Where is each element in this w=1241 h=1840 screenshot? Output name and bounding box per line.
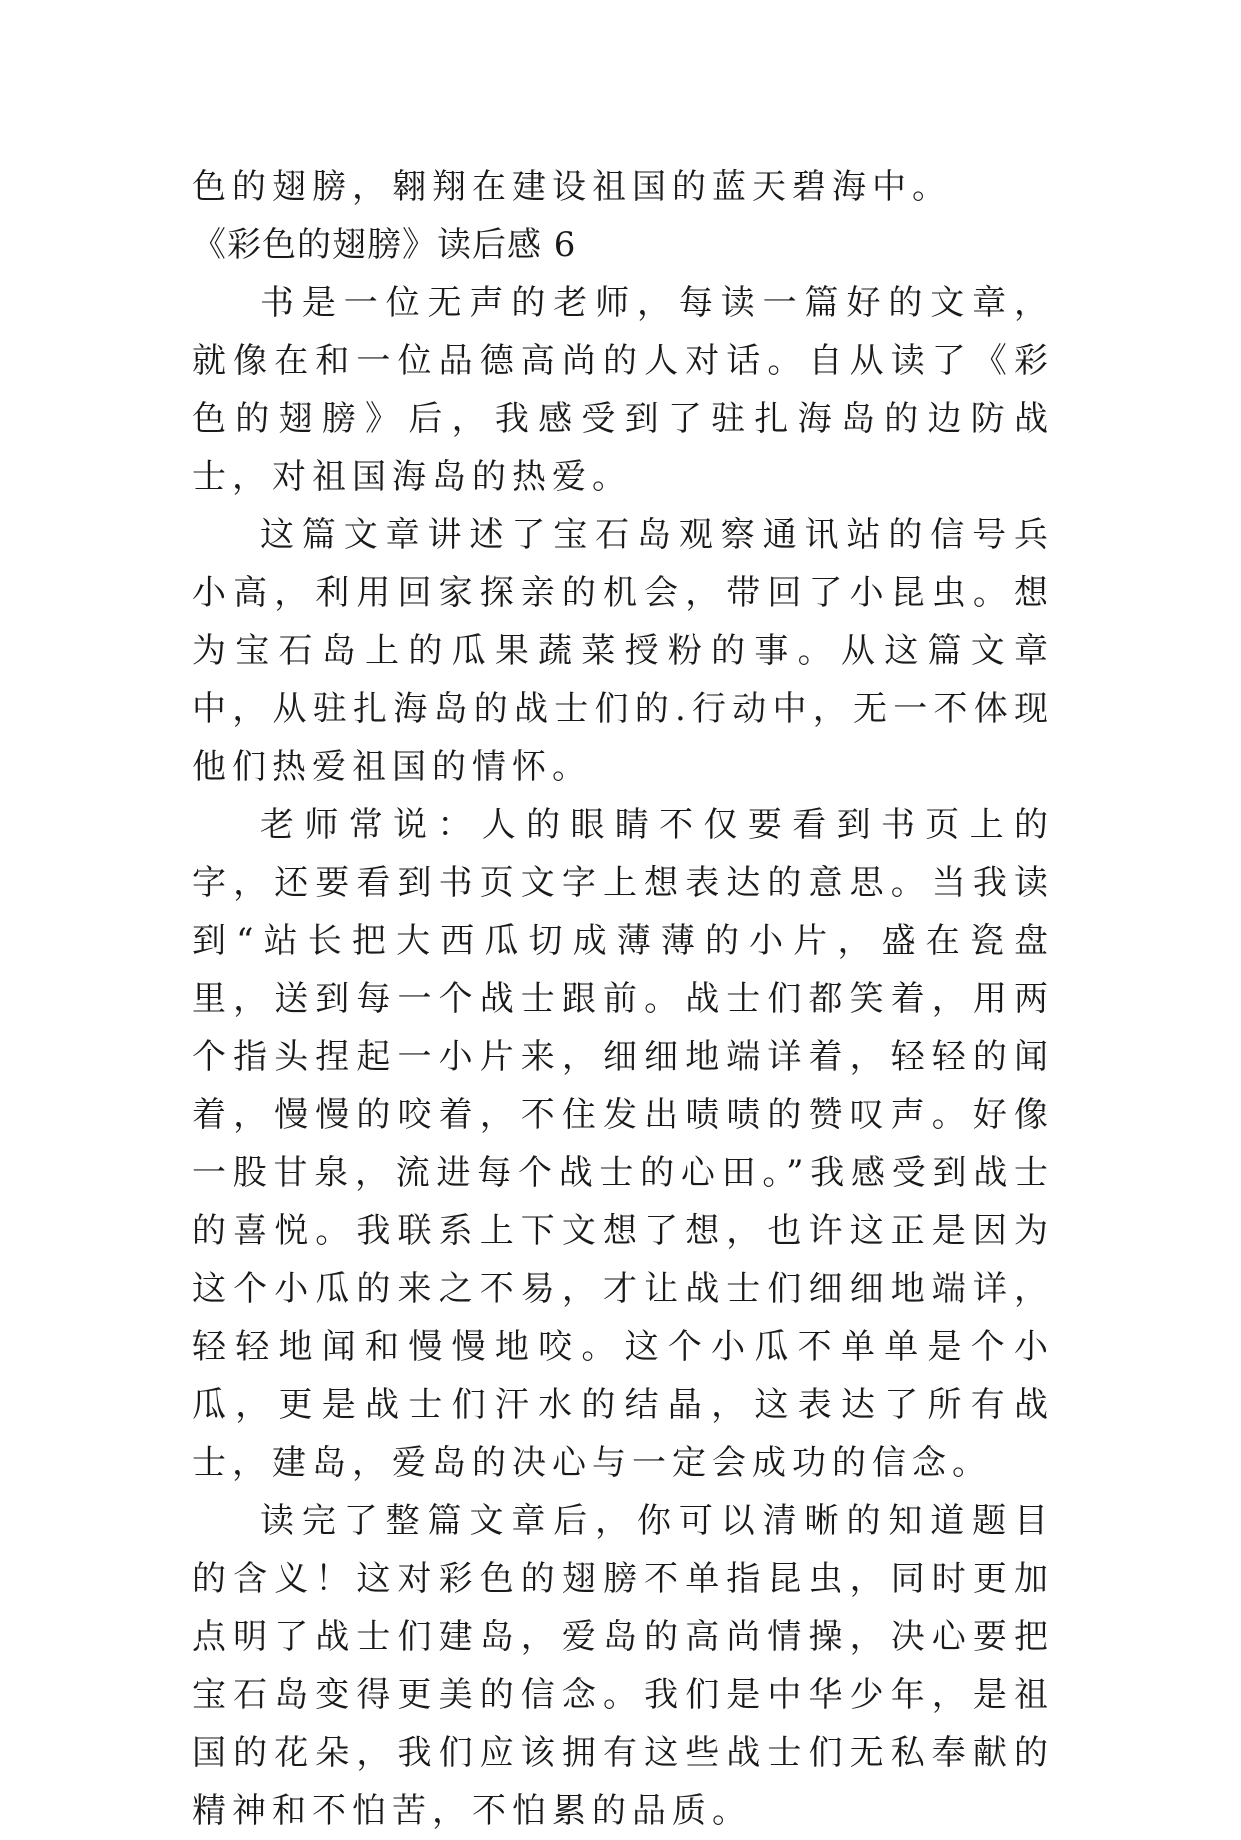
document-body (192, 158, 1054, 1840)
section-heading: 《彩色的翅膀》读后感 6 (192, 225, 577, 265)
paragraph-3: 老师常说：人的眼睛不仅要看到书页上的字，还要看到书页文字上想表达的意思。当我读到“站长把大西瓜切成薄薄的小片，盛在瓷盘里，送到每一个战士跟前。战士们都笑着，用两个指头捏起一小片来，细细地端详着，轻轻的闻着，慢慢的咬着，不住发出啧啧的赞叹声。好像一股甘泉，流进每个战士的心田。”我感受到战士的喜悦。我联系上下文想了想，也许这正是因为这个小瓜的来之不易，才让战士们细细地端详，轻轻地闻和慢慢地咬。这个小瓜不单单是个小瓜，更是战士们汗水的结晶，这表达了所有战士，建岛，爱岛的决心与一定会成功的信念。 (192, 805, 1054, 1483)
paragraph-2: 这篇文章讲述了宝石岛观察通讯站的信号兵小高，利用回家探亲的机会，带回了小昆虫。想为宝石岛上的瓜果蔬菜授粉的事。从这篇文章中，从驻扎海岛的战士们的.行动中，无一不体现他们热爱祖国的情怀。 (192, 515, 1054, 787)
paragraph-1: 书是一位无声的老师，每读一篇好的文章，就像在和一位品德高尚的人对话。自从读了《彩色的翅膀》后，我感受到了驻扎海岛的边防战士，对祖国海岛的热爱。 (192, 283, 1054, 497)
continued-text: 色的翅膀，翱翔在建设祖国的蓝天碧海中。 (192, 167, 952, 207)
paragraph-4: 读完了整篇文章后，你可以清晰的知道题目的含义！这对彩色的翅膀不单指昆虫，同时更加点明了战士们建岛，爱岛的高尚情操，决心要把宝石岛变得更美的信念。我们是中华少年，是祖国的花朵，我们应该拥有这些战士们无私奉献的精神和不怕苦，不怕累的品质。 (192, 1501, 1054, 1831)
